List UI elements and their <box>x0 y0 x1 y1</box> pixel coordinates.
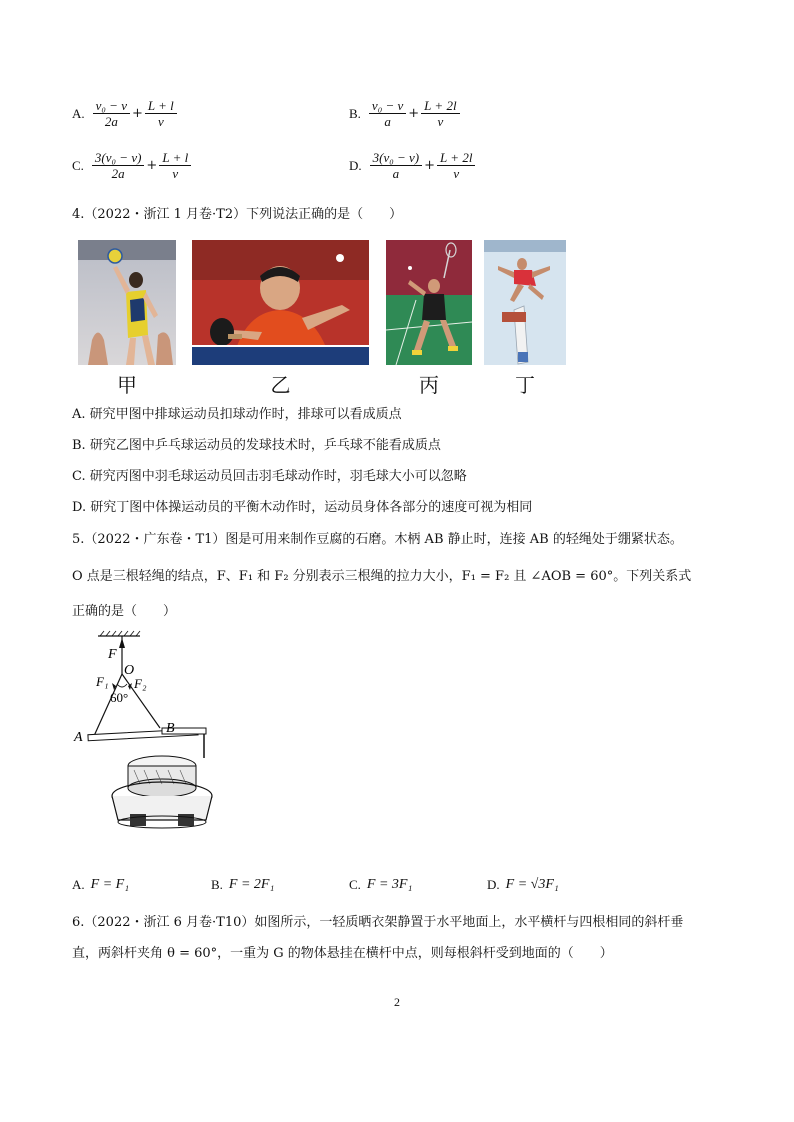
force-diagram <box>70 628 230 838</box>
q5-stem-line3: 正确的是（ ） <box>72 604 177 619</box>
q3-option-d: D. $\frac{\text{3(v₀ − v)}}{a}$ + $\frac{L + 2l}{v}$ <box>349 150 477 181</box>
fraction: $\frac{L + l}{v}$ <box>159 150 191 181</box>
label-F: F <box>108 647 117 662</box>
q4-option-c: C. 研究丙图中羽毛球运动员回击羽毛球动作时，羽毛球大小可以忽略 <box>72 469 467 484</box>
q6-stem-line2: 直，两斜杆夹角 θ = 60°，一重为 G 的物体悬挂在横杆中点，则每根斜杆受到地面的（ ） <box>72 946 613 961</box>
label-O: O <box>124 663 135 678</box>
photo-caption: 丁 <box>515 373 535 397</box>
q3-option-a: A. $\frac{\text{v₀ − v}}{2a}$ + $\frac{L + l}{v}$ <box>72 98 179 129</box>
fraction: $\frac{\text{3(v₀ − v)}}{a}$ <box>370 150 423 181</box>
q5-stem-line1: 5.（2022・广东卷・T1）图是可用来制作豆腐的石磨。木柄 AB 静止时，连接 AB 的轻绳处于绷紧状态。 <box>72 532 683 547</box>
badminton-player-image <box>386 240 472 365</box>
fraction: $\frac{\text{v₀ − v}}{a}$ <box>369 98 406 129</box>
volleyball-photo <box>78 240 176 365</box>
label-F2: F₂ <box>134 676 147 691</box>
balance-beam-photo <box>484 240 566 365</box>
q5-option-d: D. F = √3F₁ <box>487 877 559 892</box>
fraction: $\frac{L + l}{v}$ <box>145 98 177 129</box>
photo-caption: 甲 <box>117 373 137 397</box>
table-tennis-player-image <box>192 240 369 365</box>
q5-stem-line2: O 点是三根轻绳的结点，F、F₁ 和 F₂ 分别表示三根绳的拉力大小，F₁ = F₂ 且 ∠AOB = 60°。下列关系式 <box>72 569 692 584</box>
label-angle: 60° <box>110 690 129 705</box>
q6-stem-line1: 6.（2022・浙江 6 月卷·T10）如图所示，一轻质晒衣架静置于水平地面上，水平横杆与四根相同的斜杆垂 <box>72 915 684 930</box>
fraction: $\frac{L + 2l}{v}$ <box>437 150 475 181</box>
label-B: B <box>166 721 175 736</box>
q4-stem: 4.（2022・浙江 1 月卷·T2）下列说法正确的是（ ） <box>72 207 403 222</box>
q5-option-a: A. F = F₁ <box>72 877 130 892</box>
stone-mill-figure <box>70 628 230 838</box>
page-number: 2 <box>394 995 400 1009</box>
table-tennis-photo <box>192 240 369 365</box>
label-A: A <box>74 730 83 745</box>
q4-option-a: A. 研究甲图中排球运动员扣球动作时，排球可以看成质点 <box>72 407 402 422</box>
q5-option-c: C. F = 3F₁ <box>349 877 413 892</box>
q5-option-b: B. F = 2F₁ <box>211 877 275 892</box>
photo-caption: 丙 <box>419 373 439 397</box>
gymnast-image <box>484 240 566 365</box>
q3-option-c: C. $\frac{\text{3(v₀ − v)}}{2a}$ + $\frac{L + l}{v}$ <box>72 150 193 181</box>
photo-caption: 乙 <box>270 373 291 397</box>
volleyball-player-image <box>78 240 176 365</box>
fraction: $\frac{L + 2l}{v}$ <box>421 98 459 129</box>
q3-option-b: B. $\frac{\text{v₀ − v}}{a}$ + $\frac{L + 2l}{v}$ <box>349 98 462 129</box>
q4-option-b: B. 研究乙图中乒乓球运动员的发球技术时，乒乓球不能看成质点 <box>72 438 441 453</box>
badminton-photo <box>386 240 472 365</box>
q4-option-d: D. 研究丁图中体操运动员的平衡木动作时，运动员身体各部分的速度可视为相同 <box>72 500 533 515</box>
fraction: $\frac{\text{3(v₀ − v)}}{2a}$ <box>92 150 145 181</box>
label-F1: F₁ <box>96 674 109 689</box>
fraction: $\frac{\text{v₀ − v}}{2a}$ <box>93 98 130 129</box>
